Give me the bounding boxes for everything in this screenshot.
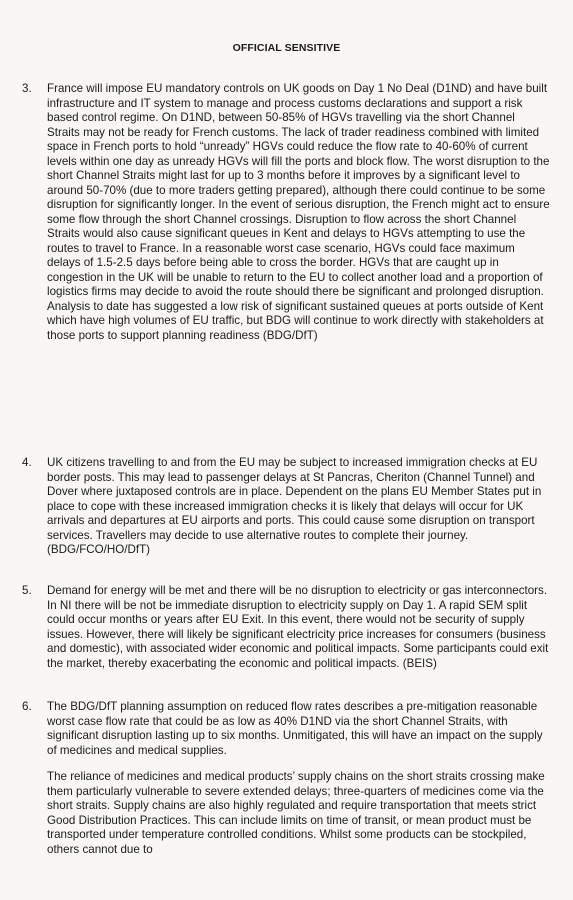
paragraph-number: 4.	[22, 456, 32, 469]
paragraph-number: 3.	[22, 82, 32, 95]
paragraph-number: 5.	[22, 584, 32, 597]
continuation-paragraph: The reliance of medicines and medical products’ supply chains on the short straits crossing make them particularly vulnerable to severe extended delays; three-quarters of medicines come via the short straits. Supply chains are also highly regulated and require transportation that meets strict Good Distribution Practices. This can include limits on time of transit, or mean product must be transported under temperature controlled conditions. Whilst some products can be stockpiled, others cannot due to	[47, 770, 545, 856]
paragraph-text: UK citizens travelling to and from the EU may be subject to increased immigration checks at EU border posts. This may lead to passenger delays at St Pancras, Cheriton (Channel Tunnel) and Dover where juxtaposed controls are in place. Dependent on the plans EU Member States put in place to cope with these increased immigration checks it is likely that delays will occur for UK arrivals and departures at EU airports and ports. This could cause some disruption on transport services. Travellers may decide to use alternative routes to complete their journey. (BDG/FCO/HO/DfT)	[47, 456, 542, 556]
paragraph-text: Demand for energy will be met and there will be no disruption to electricity or gas interconnectors. In NI there will be not be immediate disruption to electricity supply on Day 1. A rapid SEM split could occur months or years after EU Exit. In this event, there would not be security of supply issues. However, there will likely be significant electricity price increases for consumers (business and domestic), with associated wider economic and political impacts. Some participants could exit the market, thereby exacerbating the economic and political impacts. (BEIS)	[47, 584, 549, 670]
classification-header: OFFICIAL SENSITIVE	[232, 42, 341, 54]
paragraph-text: France will impose EU mandatory controls on UK goods on Day 1 No Deal (D1ND) and have built infrastructure and IT system to manage and process customs declarations and support a risk based control regime. On D1ND, between 50-85% of HGVs travelling via the short Channel Straits may not be ready for French customs. The lack of trader readiness combined with limited space in French ports to hold “unready” HGVs could reduce the flow rate to 40-60% of current levels within one day as unready HGVs will fill the ports and block flow. The worst disruption to the short Channel Straits might last for up to 3 months before it improves by a significant level to around 50-70% (due to more traders getting prepared), although there could continue to be some disruption for significantly longer. In the event of serious disruption, the French might act to ensure some flow through the short Channel crossings. Disruption to flow across the short Channel Straits would also cause significant queues in Kent and delays to HGVs attempting to use the routes to travel to France. In a reasonable worst case scenario, HGVs could face maximum delays of 1.5-2.5 days before being able to cross the border. HGVs that are caught up in congestion in the UK will be unable to return to the EU to collect another load and a proportion of logistics firms may decide to avoid the route should there be significant and prolonged disruption. Analysis to date has suggested a low risk of significant sustained queues at ports outside of Kent which have high volumes of EU traffic, but BDG will continue to work directly with stakeholders at those ports to support planning readiness (BDG/DfT)	[47, 82, 550, 342]
paragraph-number: 6.	[22, 700, 32, 713]
paragraph-text: The BDG/DfT planning assumption on reduced flow rates describes a pre-mitigation reasonable worst case flow rate that could be as low as 40% D1ND via the short Channel Straits, with significant disruption lasting up to six months. Unmitigated, this will have an impact on the supply of medicines and medical supplies.	[47, 700, 543, 757]
